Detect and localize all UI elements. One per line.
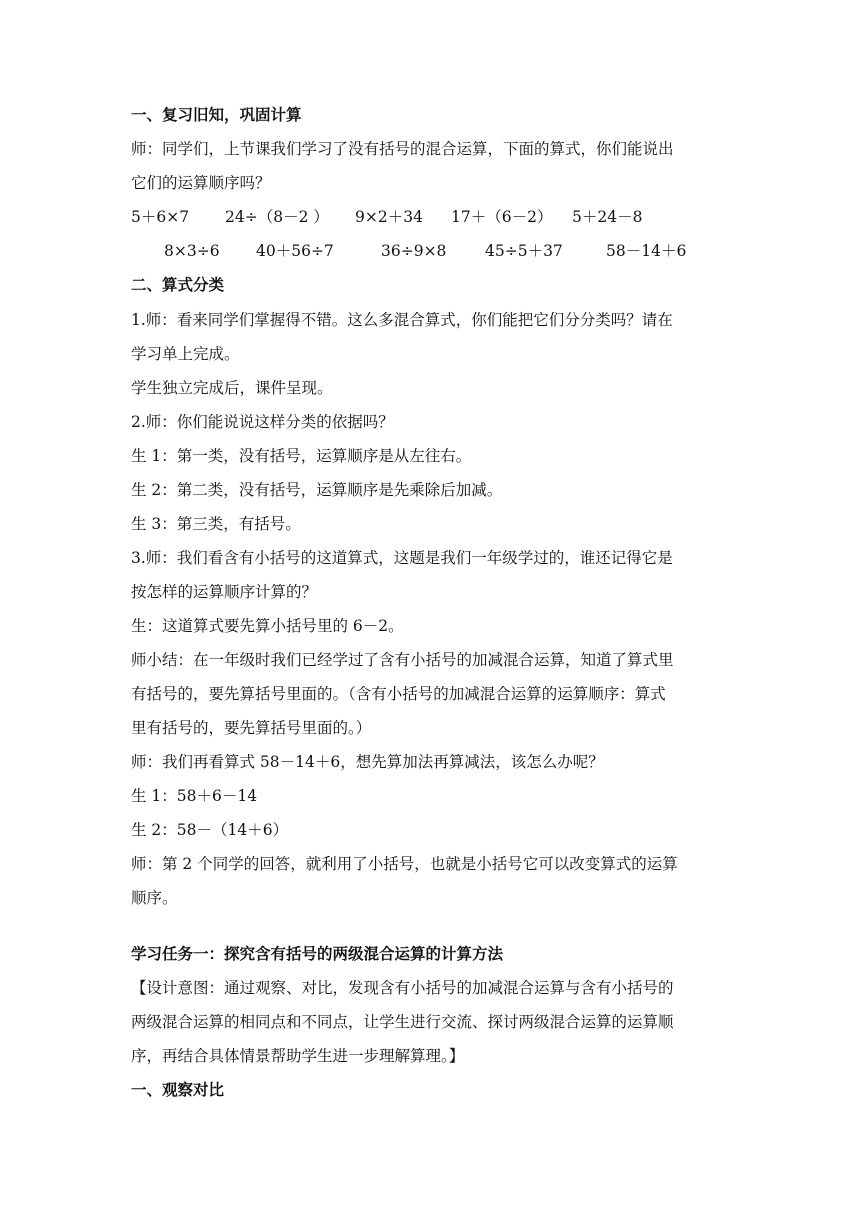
paragraph-line: 按怎样的运算顺序计算的？ bbox=[131, 583, 318, 601]
design-intent-line: 序，再结合具体情景帮助学生进一步理解算理。】 bbox=[131, 1047, 465, 1065]
paragraph-line: 师：第 2 个同学的回答，就利用了小括号，也就是小括号它可以改变算式的运算 bbox=[131, 855, 678, 873]
paragraph-line: 3.师：我们看含有小括号的这道算式，这题是我们一年级学过的，谁还记得它是 bbox=[131, 549, 673, 567]
section2-heading: 二、算式分类 bbox=[131, 275, 225, 294]
expression: 58－14＋6 bbox=[606, 242, 687, 260]
expression: 40＋56÷7 bbox=[256, 242, 334, 260]
paragraph-line: 学习单上完成。 bbox=[131, 345, 240, 363]
paragraph-line: 顺序。 bbox=[131, 889, 178, 907]
paragraph-line: 生：这道算式要先算小括号里的 6－2。 bbox=[131, 617, 404, 635]
paragraph-line: 有括号的，要先算括号里面的。（含有小括号的加减混合运算的运算顺序：算式 bbox=[131, 685, 666, 703]
paragraph-line: 生 1：58＋6－14 bbox=[131, 787, 258, 805]
section1-heading: 一、复习旧知，巩固计算 bbox=[131, 105, 302, 124]
expression: 5＋24－8 bbox=[572, 208, 643, 226]
expression: 8×3÷6 bbox=[164, 242, 220, 260]
paragraph-line: 师小结：在一年级时我们已经学过了含有小括号的加减混合运算，知道了算式里 bbox=[131, 651, 674, 669]
design-intent-line: 【设计意图：通过观察、对比，发现含有小括号的加减混合运算与含有小括号的 bbox=[131, 979, 674, 997]
paragraph-line: 生 3：第三类，有括号。 bbox=[131, 515, 301, 533]
paragraph-line: 生 2：58－（14＋6） bbox=[131, 821, 289, 839]
paragraph-line: 里有括号的，要先算括号里面的。） bbox=[131, 719, 372, 737]
expression: 17＋（6－2） bbox=[451, 208, 553, 226]
design-intent-line: 两级混合运算的相同点和不同点，让学生进行交流、探讨两级混合运算的运算顺 bbox=[131, 1013, 674, 1031]
task1-heading: 学习任务一：探究含有括号的两级混合运算的计算方法 bbox=[131, 944, 504, 963]
paragraph-line: 它们的运算顺序吗？ bbox=[131, 174, 271, 192]
paragraph-line: 2.师：你们能说说这样分类的依据吗？ bbox=[131, 413, 394, 431]
paragraph-line: 学生独立完成后，课件呈现。 bbox=[131, 379, 333, 397]
expression: 9×2＋34 bbox=[355, 208, 423, 226]
expression-row-1 bbox=[131, 206, 731, 228]
expression: 36÷9×8 bbox=[381, 242, 447, 260]
paragraph-line: 1.师：看来同学们掌握得不错。这么多混合算式，你们能把它们分分类吗？请在 bbox=[131, 311, 673, 329]
expression: 24÷（8－2 ） bbox=[225, 208, 329, 226]
paragraph-line: 生 1：第一类，没有括号，运算顺序是从左往右。 bbox=[131, 447, 472, 465]
expression-row-2 bbox=[131, 240, 731, 262]
expression: 5＋6×7 bbox=[131, 208, 190, 226]
expression: 45÷5＋37 bbox=[485, 242, 563, 260]
task1-subheading: 一、观察对比 bbox=[131, 1080, 225, 1099]
paragraph-line: 生 2：第二类，没有括号，运算顺序是先乘除后加减。 bbox=[131, 481, 503, 499]
paragraph-line: 师：同学们，上节课我们学习了没有括号的混合运算，下面的算式，你们能说出 bbox=[131, 140, 674, 158]
paragraph-line: 师：我们再看算式 58－14＋6，想先算加法再算减法，该怎么办呢？ bbox=[131, 753, 604, 771]
